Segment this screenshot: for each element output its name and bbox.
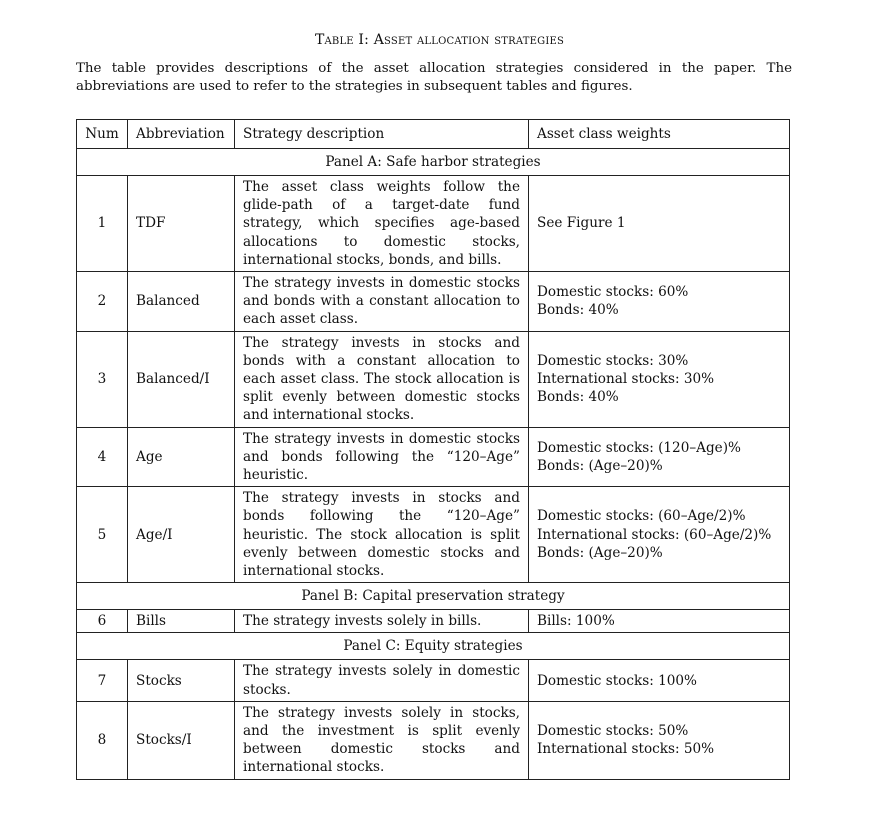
row-weights <box>529 427 790 487</box>
asset-allocation-table <box>76 119 790 780</box>
row-abbreviation: Bills <box>128 610 235 633</box>
table-header-row <box>77 120 790 149</box>
table-row <box>77 427 790 487</box>
weight-line: Domestic stocks: 60% <box>537 284 689 301</box>
row-num: 1 <box>77 176 128 272</box>
weight-line: Domestic stocks: 100% <box>537 672 697 689</box>
row-weights <box>529 610 790 633</box>
row-description: The asset class weights follow the glide-path of a target-date fund strategy, which specifies age-based allocations to domestic stocks, international stocks, bonds, and bills. <box>235 176 529 272</box>
table-intro-text: The table provides descriptions of the asset allocation strategies considered in the paper. The abbreviations are used to refer to the strategies in subsequent tables and figures. <box>76 61 792 94</box>
weight-line: Domestic stocks: 50% <box>537 723 689 740</box>
row-num: 6 <box>77 610 128 633</box>
table-row <box>77 701 790 779</box>
weight-line: Bonds: 40% <box>537 302 619 319</box>
row-weights <box>529 487 790 583</box>
row-description: The strategy invests solely in bills. <box>235 610 529 633</box>
row-description: The strategy invests solely in domestic stocks. <box>235 660 529 701</box>
header-description: Strategy description <box>235 120 529 149</box>
weight-line: Bonds: (Age–20)% <box>537 457 663 474</box>
row-num: 8 <box>77 701 128 779</box>
weight-line: International stocks: 30% <box>537 371 715 388</box>
weight-line: Bonds: (Age–20)% <box>537 544 663 561</box>
row-abbreviation: Stocks/I <box>128 701 235 779</box>
row-weights <box>529 660 790 701</box>
weight-line: Bonds: 40% <box>537 389 619 406</box>
row-abbreviation: Stocks <box>128 660 235 701</box>
header-num: Num <box>77 120 128 149</box>
weight-line: Domestic stocks: (60–Age/2)% <box>537 508 746 525</box>
row-abbreviation: Balanced <box>128 272 235 332</box>
row-description: The strategy invests solely in stocks, and the investment is split evenly between domestic stocks and international stocks. <box>235 701 529 779</box>
table-row <box>77 660 790 701</box>
table-caption <box>0 32 879 48</box>
row-description: The strategy invests in domestic stocks and bonds with a constant allocation to each asset class. <box>235 272 529 332</box>
row-num: 5 <box>77 487 128 583</box>
weight-line: See Figure 1 <box>537 215 626 232</box>
panel-header-row <box>77 149 790 176</box>
header-abbreviation: Abbreviation <box>128 120 235 149</box>
row-num: 4 <box>77 427 128 487</box>
row-num: 7 <box>77 660 128 701</box>
table-row <box>77 272 790 332</box>
row-description: The strategy invests in stocks and bonds following the “120–Age” heuristic. The stock allocation is split evenly between domestic stocks and international stocks. <box>235 487 529 583</box>
row-num: 3 <box>77 331 128 427</box>
weight-line: Domestic stocks: (120–Age)% <box>537 439 741 456</box>
row-abbreviation: Age/I <box>128 487 235 583</box>
table-row <box>77 331 790 427</box>
row-description: The strategy invests in domestic stocks and bonds following the “120–Age” heuristic. <box>235 427 529 487</box>
row-abbreviation: Age <box>128 427 235 487</box>
row-description: The strategy invests in stocks and bonds with a constant allocation to each asset class. The stock allocation is split evenly between domestic stocks and international stocks. <box>235 331 529 427</box>
row-weights <box>529 701 790 779</box>
panel-title: Panel B: Capital preservation strategy <box>77 583 790 610</box>
caption-table-number: Table I: <box>314 32 370 48</box>
row-weights <box>529 272 790 332</box>
table-row <box>77 610 790 633</box>
row-weights <box>529 176 790 272</box>
weight-line: International stocks: (60–Age/2)% <box>537 526 772 543</box>
weight-line: International stocks: 50% <box>537 741 715 758</box>
table-row <box>77 487 790 583</box>
panel-title: Panel A: Safe harbor strategies <box>77 149 790 176</box>
panel-title: Panel C: Equity strategies <box>77 633 790 660</box>
header-weights: Asset class weights <box>529 120 790 149</box>
row-abbreviation: Balanced/I <box>128 331 235 427</box>
panel-header-row <box>77 583 790 610</box>
weight-line: Domestic stocks: 30% <box>537 352 689 369</box>
table-body <box>77 149 790 780</box>
caption-title: Asset allocation strategies <box>373 32 565 48</box>
row-weights <box>529 331 790 427</box>
row-abbreviation: TDF <box>128 176 235 272</box>
weight-line: Bills: 100% <box>537 613 615 630</box>
table-row <box>77 176 790 272</box>
panel-header-row <box>77 633 790 660</box>
row-num: 2 <box>77 272 128 332</box>
